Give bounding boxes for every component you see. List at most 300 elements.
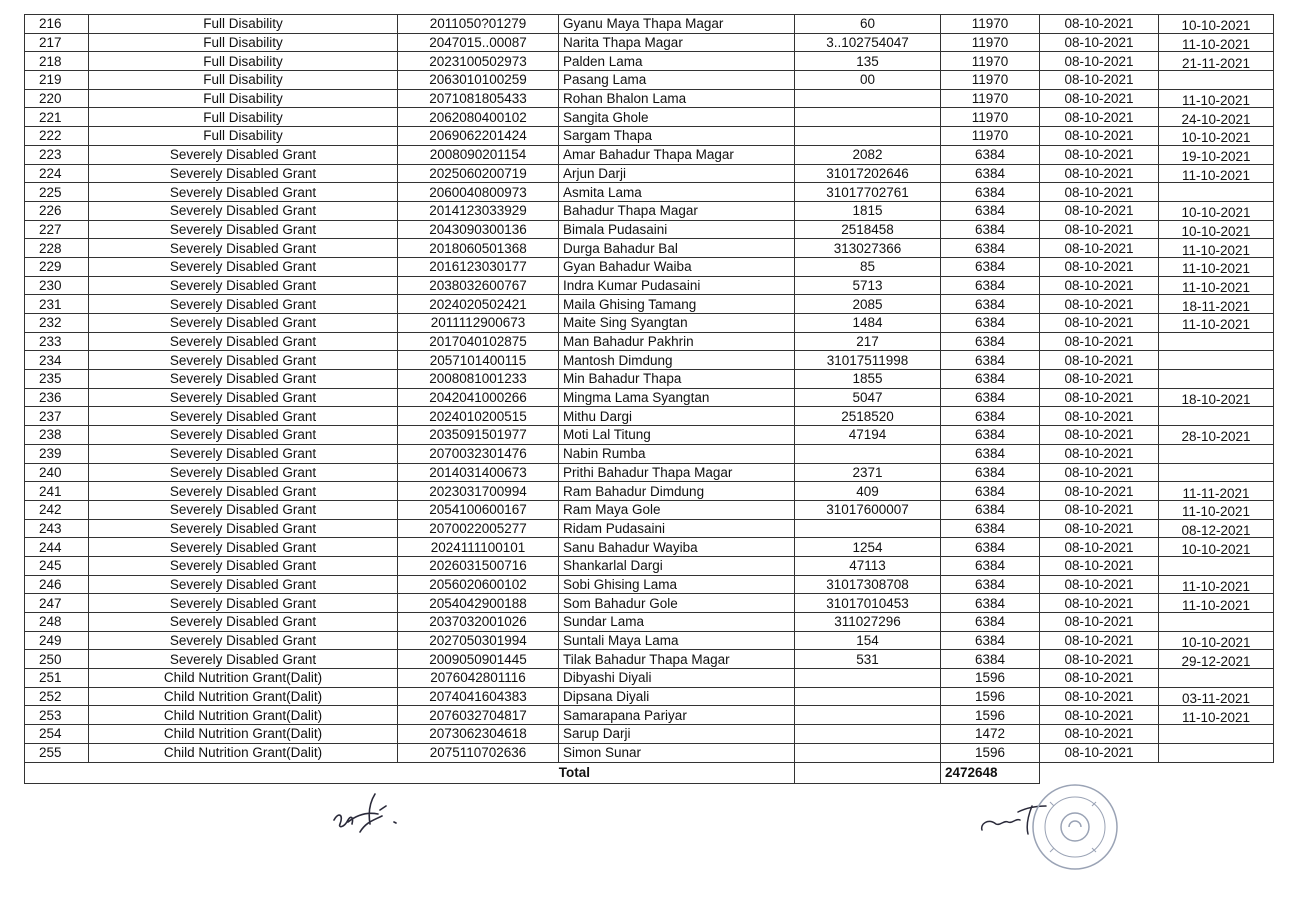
serial-number-cell: 225 <box>25 183 89 202</box>
beneficiary-id-cell: 2062080400102 <box>398 108 559 127</box>
issue-date-cell: 08-10-2021 <box>1040 650 1159 669</box>
amount-cell: 6384 <box>941 500 1040 519</box>
serial-number-cell: 243 <box>25 519 89 538</box>
program-cell: Severely Disabled Grant <box>89 295 398 314</box>
table-row <box>25 669 1274 688</box>
serial-number-cell: 236 <box>25 388 89 407</box>
table-row <box>25 52 1274 71</box>
table-row <box>25 370 1274 389</box>
beneficiary-id-cell: 2008090201154 <box>398 145 559 164</box>
table-row <box>25 725 1274 744</box>
table-row <box>25 276 1274 295</box>
program-cell: Severely Disabled Grant <box>89 351 398 370</box>
program-cell: Severely Disabled Grant <box>89 594 398 613</box>
table-row <box>25 650 1274 669</box>
issue-date-cell: 08-10-2021 <box>1040 108 1159 127</box>
amount-cell: 6384 <box>941 407 1040 426</box>
table-row <box>25 201 1274 220</box>
issue-date-cell: 08-10-2021 <box>1040 52 1159 71</box>
paid-date-text: 11-10-2021 <box>1181 279 1251 295</box>
table-row <box>25 631 1274 650</box>
beneficiary-name-cell: Sangita Ghole <box>559 108 795 127</box>
amount-cell: 6384 <box>941 183 1040 202</box>
amount-cell: 11970 <box>941 89 1040 108</box>
program-cell: Full Disability <box>89 71 398 90</box>
paid-date-cell <box>1159 295 1274 314</box>
table-row <box>25 556 1274 575</box>
program-cell: Severely Disabled Grant <box>89 519 398 538</box>
disbursement-ledger <box>24 14 1266 784</box>
paid-date-cell <box>1159 706 1274 725</box>
beneficiary-id-cell: 2073062304618 <box>398 725 559 744</box>
table-row <box>25 594 1274 613</box>
beneficiary-id-cell: 2026031500716 <box>398 556 559 575</box>
account-number-cell: 217 <box>795 332 941 351</box>
account-number-cell: 311027296 <box>795 613 941 632</box>
beneficiary-name-cell: Sundar Lama <box>559 613 795 632</box>
account-number-cell: 135 <box>795 52 941 71</box>
account-number-cell <box>795 669 941 688</box>
table-row <box>25 519 1274 538</box>
issue-date-cell: 08-10-2021 <box>1040 556 1159 575</box>
table-row <box>25 108 1274 127</box>
amount-cell: 6384 <box>941 351 1040 370</box>
amount-cell: 6384 <box>941 538 1040 557</box>
paid-date-text: 11-10-2021 <box>1181 242 1251 258</box>
beneficiary-id-cell: 2076042801116 <box>398 669 559 688</box>
table-row <box>25 613 1274 632</box>
serial-number-cell: 220 <box>25 89 89 108</box>
paid-date-cell <box>1159 687 1274 706</box>
paid-date-cell <box>1159 220 1274 239</box>
paid-date-cell <box>1159 239 1274 258</box>
beneficiary-id-cell: 2060040800973 <box>398 183 559 202</box>
beneficiary-id-cell: 2054100600167 <box>398 500 559 519</box>
issue-date-cell: 08-10-2021 <box>1040 164 1159 183</box>
issue-date-cell: 08-10-2021 <box>1040 257 1159 276</box>
account-number-cell: 154 <box>795 631 941 650</box>
beneficiary-name-cell: Pasang Lama <box>559 71 795 90</box>
serial-number-cell: 255 <box>25 743 89 762</box>
account-number-cell: 2518520 <box>795 407 941 426</box>
account-number-cell: 31017600007 <box>795 500 941 519</box>
amount-cell: 6384 <box>941 426 1040 445</box>
beneficiary-id-cell: 2037032001026 <box>398 613 559 632</box>
paid-date-cell <box>1159 33 1274 52</box>
beneficiary-name-cell: Nabin Rumba <box>559 444 795 463</box>
serial-number-cell: 223 <box>25 145 89 164</box>
program-cell: Severely Disabled Grant <box>89 463 398 482</box>
table-row <box>25 463 1274 482</box>
amount-cell: 6384 <box>941 631 1040 650</box>
issue-date-cell: 08-10-2021 <box>1040 89 1159 108</box>
paid-date-text: 11-10-2021 <box>1181 578 1251 594</box>
total-spacer <box>795 762 941 783</box>
amount-cell: 11970 <box>941 52 1040 71</box>
paid-date-cell <box>1159 108 1274 127</box>
amount-cell: 6384 <box>941 650 1040 669</box>
amount-cell: 6384 <box>941 575 1040 594</box>
beneficiary-id-cell: 2008081001233 <box>398 370 559 389</box>
serial-number-cell: 217 <box>25 33 89 52</box>
beneficiary-name-cell: Ram Maya Gole <box>559 500 795 519</box>
table-row <box>25 71 1274 90</box>
program-cell: Full Disability <box>89 52 398 71</box>
issue-date-cell: 08-10-2021 <box>1040 613 1159 632</box>
paid-date-cell <box>1159 407 1274 426</box>
paid-date-cell <box>1159 631 1274 650</box>
serial-number-cell: 252 <box>25 687 89 706</box>
table-row <box>25 426 1274 445</box>
program-cell: Severely Disabled Grant <box>89 201 398 220</box>
program-cell: Full Disability <box>89 15 398 34</box>
beneficiary-name-cell: Suntali Maya Lama <box>559 631 795 650</box>
account-number-cell: 1254 <box>795 538 941 557</box>
paid-date-cell <box>1159 519 1274 538</box>
account-number-cell: 31017511998 <box>795 351 941 370</box>
amount-cell: 11970 <box>941 15 1040 34</box>
beneficiary-name-cell: Sobi Ghising Lama <box>559 575 795 594</box>
amount-cell: 6384 <box>941 463 1040 482</box>
table-row <box>25 220 1274 239</box>
amount-cell: 11970 <box>941 108 1040 127</box>
amount-cell: 6384 <box>941 201 1040 220</box>
issue-date-cell: 08-10-2021 <box>1040 444 1159 463</box>
program-cell: Severely Disabled Grant <box>89 613 398 632</box>
amount-cell: 1596 <box>941 669 1040 688</box>
account-number-cell <box>795 108 941 127</box>
program-cell: Severely Disabled Grant <box>89 239 398 258</box>
beneficiary-id-cell: 2018060501368 <box>398 239 559 258</box>
beneficiary-id-cell: 2014031400673 <box>398 463 559 482</box>
serial-number-cell: 247 <box>25 594 89 613</box>
issue-date-cell: 08-10-2021 <box>1040 239 1159 258</box>
beneficiary-id-cell: 2023031700994 <box>398 482 559 501</box>
paid-date-cell <box>1159 145 1274 164</box>
account-number-cell <box>795 519 941 538</box>
paid-date-cell <box>1159 370 1274 389</box>
serial-number-cell: 232 <box>25 314 89 333</box>
account-number-cell: 31017702761 <box>795 183 941 202</box>
serial-number-cell: 235 <box>25 370 89 389</box>
issue-date-cell: 08-10-2021 <box>1040 631 1159 650</box>
program-cell: Severely Disabled Grant <box>89 145 398 164</box>
beneficiary-id-cell: 2047015..00087 <box>398 33 559 52</box>
beneficiary-name-cell: Rohan Bhalon Lama <box>559 89 795 108</box>
account-number-cell: 31017308708 <box>795 575 941 594</box>
amount-cell: 6384 <box>941 239 1040 258</box>
paid-date-text: 11-10-2021 <box>1181 317 1251 333</box>
paid-date-cell <box>1159 52 1274 71</box>
paid-date-cell <box>1159 556 1274 575</box>
beneficiary-name-cell: Shankarlal Dargi <box>559 556 795 575</box>
beneficiary-name-cell: Palden Lama <box>559 52 795 71</box>
beneficiary-id-cell: 2035091501977 <box>398 426 559 445</box>
amount-cell: 6384 <box>941 556 1040 575</box>
issue-date-cell: 08-10-2021 <box>1040 201 1159 220</box>
issue-date-cell: 08-10-2021 <box>1040 482 1159 501</box>
beneficiary-id-cell: 2016123030177 <box>398 257 559 276</box>
program-cell: Severely Disabled Grant <box>89 276 398 295</box>
table-row <box>25 257 1274 276</box>
beneficiary-name-cell: Ridam Pudasaini <box>559 519 795 538</box>
program-cell: Severely Disabled Grant <box>89 631 398 650</box>
beneficiary-name-cell: Bahadur Thapa Magar <box>559 201 795 220</box>
total-row <box>25 762 1274 783</box>
amount-cell: 6384 <box>941 594 1040 613</box>
table-row <box>25 239 1274 258</box>
paid-date-cell <box>1159 444 1274 463</box>
account-number-cell: 1815 <box>795 201 941 220</box>
program-cell: Severely Disabled Grant <box>89 650 398 669</box>
amount-cell: 6384 <box>941 276 1040 295</box>
beneficiary-name-cell: Durga Bahadur Bal <box>559 239 795 258</box>
bank-stamp-seal <box>1030 782 1120 872</box>
serial-number-cell: 248 <box>25 613 89 632</box>
paid-date-cell <box>1159 482 1274 501</box>
amount-cell: 11970 <box>941 33 1040 52</box>
beneficiary-id-cell: 2023100502973 <box>398 52 559 71</box>
program-cell: Child Nutrition Grant(Dalit) <box>89 669 398 688</box>
serial-number-cell: 226 <box>25 201 89 220</box>
beneficiary-id-cell: 2017040102875 <box>398 332 559 351</box>
beneficiary-name-cell: Sargam Thapa <box>559 127 795 146</box>
account-number-cell: 3..102754047 <box>795 33 941 52</box>
serial-number-cell: 242 <box>25 500 89 519</box>
account-number-cell <box>795 127 941 146</box>
beneficiary-name-cell: Amar Bahadur Thapa Magar <box>559 145 795 164</box>
paid-date-cell <box>1159 725 1274 744</box>
amount-cell: 11970 <box>941 71 1040 90</box>
beneficiary-id-cell: 2076032704817 <box>398 706 559 725</box>
beneficiary-id-cell: 2074041604383 <box>398 687 559 706</box>
program-cell: Severely Disabled Grant <box>89 407 398 426</box>
issue-date-cell: 08-10-2021 <box>1040 370 1159 389</box>
beneficiary-name-cell: Gyanu Maya Thapa Magar <box>559 15 795 34</box>
beneficiary-table-body <box>25 15 1274 763</box>
program-cell: Severely Disabled Grant <box>89 426 398 445</box>
beneficiary-name-cell: Tilak Bahadur Thapa Magar <box>559 650 795 669</box>
beneficiary-name-cell: Moti Lal Titung <box>559 426 795 445</box>
table-row <box>25 15 1274 34</box>
amount-cell: 6384 <box>941 370 1040 389</box>
table-row <box>25 575 1274 594</box>
paid-date-text: 10-10-2021 <box>1181 130 1251 146</box>
beneficiary-id-cell: 2069062201424 <box>398 127 559 146</box>
serial-number-cell: 216 <box>25 15 89 34</box>
issue-date-cell: 08-10-2021 <box>1040 575 1159 594</box>
beneficiary-id-cell: 2038032600767 <box>398 276 559 295</box>
table-row <box>25 332 1274 351</box>
account-number-cell: 5713 <box>795 276 941 295</box>
beneficiary-id-cell: 2063010100259 <box>398 71 559 90</box>
beneficiary-name-cell: Samarapana Pariyar <box>559 706 795 725</box>
account-number-cell <box>795 687 941 706</box>
total-amount: 2472648 <box>941 762 1040 783</box>
beneficiary-name-cell: Narita Thapa Magar <box>559 33 795 52</box>
amount-cell: 6384 <box>941 519 1040 538</box>
account-number-cell: 47194 <box>795 426 941 445</box>
program-cell: Severely Disabled Grant <box>89 314 398 333</box>
issue-date-cell: 08-10-2021 <box>1040 407 1159 426</box>
beneficiary-name-cell: Mithu Dargi <box>559 407 795 426</box>
beneficiary-name-cell: Maila Ghising Tamang <box>559 295 795 314</box>
paid-date-cell <box>1159 500 1274 519</box>
amount-cell: 1596 <box>941 687 1040 706</box>
program-cell: Full Disability <box>89 108 398 127</box>
issue-date-cell: 08-10-2021 <box>1040 145 1159 164</box>
account-number-cell: 47113 <box>795 556 941 575</box>
program-cell: Severely Disabled Grant <box>89 500 398 519</box>
issue-date-cell: 08-10-2021 <box>1040 743 1159 762</box>
program-cell: Severely Disabled Grant <box>89 220 398 239</box>
beneficiary-id-cell: 2027050301994 <box>398 631 559 650</box>
issue-date-cell: 08-10-2021 <box>1040 725 1159 744</box>
table-row <box>25 145 1274 164</box>
paid-date-text: 11-10-2021 <box>1181 93 1251 108</box>
issue-date-cell: 08-10-2021 <box>1040 500 1159 519</box>
account-number-cell: 85 <box>795 257 941 276</box>
account-number-cell: 2082 <box>795 145 941 164</box>
account-number-cell: 5047 <box>795 388 941 407</box>
table-row <box>25 687 1274 706</box>
paid-date-cell <box>1159 71 1274 90</box>
issue-date-cell: 08-10-2021 <box>1040 314 1159 333</box>
table-row <box>25 538 1274 557</box>
account-number-cell <box>795 725 941 744</box>
paid-date-text: 11-10-2021 <box>1181 504 1251 520</box>
paid-date-cell <box>1159 127 1274 146</box>
serial-number-cell: 249 <box>25 631 89 650</box>
amount-cell: 6384 <box>941 164 1040 183</box>
program-cell: Severely Disabled Grant <box>89 556 398 575</box>
beneficiary-id-cell: 2043090300136 <box>398 220 559 239</box>
beneficiary-id-cell: 2009050901445 <box>398 650 559 669</box>
paid-date-cell <box>1159 538 1274 557</box>
program-cell: Full Disability <box>89 127 398 146</box>
paid-date-cell <box>1159 183 1274 202</box>
issue-date-cell: 08-10-2021 <box>1040 351 1159 370</box>
program-cell: Severely Disabled Grant <box>89 444 398 463</box>
account-number-cell <box>795 444 941 463</box>
signature-left <box>330 792 410 842</box>
issue-date-cell: 08-10-2021 <box>1040 538 1159 557</box>
beneficiary-id-cell: 2054042900188 <box>398 594 559 613</box>
account-number-cell: 531 <box>795 650 941 669</box>
paid-date-text: 11-10-2021 <box>1181 597 1251 613</box>
issue-date-cell: 08-10-2021 <box>1040 295 1159 314</box>
account-number-cell: 2085 <box>795 295 941 314</box>
table-row <box>25 482 1274 501</box>
paid-date-text: 11-10-2021 <box>1181 37 1251 52</box>
serial-number-cell: 254 <box>25 725 89 744</box>
table-row <box>25 444 1274 463</box>
amount-cell: 6384 <box>941 482 1040 501</box>
beneficiary-name-cell: Prithi Bahadur Thapa Magar <box>559 463 795 482</box>
paid-date-text: 11-11-2021 <box>1182 485 1250 501</box>
issue-date-cell: 08-10-2021 <box>1040 669 1159 688</box>
paid-date-cell <box>1159 650 1274 669</box>
serial-number-cell: 240 <box>25 463 89 482</box>
issue-date-cell: 08-10-2021 <box>1040 706 1159 725</box>
paid-date-cell <box>1159 257 1274 276</box>
beneficiary-name-cell: Indra Kumar Pudasaini <box>559 276 795 295</box>
program-cell: Full Disability <box>89 89 398 108</box>
beneficiary-name-cell: Min Bahadur Thapa <box>559 370 795 389</box>
beneficiary-id-cell: 2057101400115 <box>398 351 559 370</box>
total-label: Total <box>25 762 795 783</box>
beneficiary-name-cell: Simon Sunar <box>559 743 795 762</box>
account-number-cell <box>795 89 941 108</box>
beneficiary-id-cell: 2024010200515 <box>398 407 559 426</box>
beneficiary-id-cell: 2075110702636 <box>398 743 559 762</box>
paid-date-text: 11-10-2021 <box>1181 167 1251 183</box>
paid-date-cell <box>1159 314 1274 333</box>
paid-date-cell <box>1159 594 1274 613</box>
program-cell: Severely Disabled Grant <box>89 388 398 407</box>
paid-date-text: 10-10-2021 <box>1181 635 1251 650</box>
beneficiary-id-cell: 2071081805433 <box>398 89 559 108</box>
serial-number-cell: 218 <box>25 52 89 71</box>
beneficiary-id-cell: 2070032301476 <box>398 444 559 463</box>
beneficiary-id-cell: 2011050?01279 <box>398 15 559 34</box>
serial-number-cell: 230 <box>25 276 89 295</box>
table-row <box>25 407 1274 426</box>
beneficiary-name-cell: Gyan Bahadur Waiba <box>559 257 795 276</box>
beneficiary-name-cell: Bimala Pudasaini <box>559 220 795 239</box>
serial-number-cell: 228 <box>25 239 89 258</box>
account-number-cell <box>795 706 941 725</box>
serial-number-cell: 233 <box>25 332 89 351</box>
account-number-cell: 1484 <box>795 314 941 333</box>
serial-number-cell: 229 <box>25 257 89 276</box>
beneficiary-name-cell: Som Bahadur Gole <box>559 594 795 613</box>
serial-number-cell: 231 <box>25 295 89 314</box>
serial-number-cell: 245 <box>25 556 89 575</box>
beneficiary-name-cell: Arjun Darji <box>559 164 795 183</box>
paid-date-text: 19-10-2021 <box>1181 149 1251 164</box>
serial-number-cell: 250 <box>25 650 89 669</box>
amount-cell: 1596 <box>941 706 1040 725</box>
program-cell: Severely Disabled Grant <box>89 257 398 276</box>
paid-date-cell <box>1159 164 1274 183</box>
paid-date-cell <box>1159 332 1274 351</box>
paid-date-cell <box>1159 743 1274 762</box>
paid-date-text: 18-10-2021 <box>1181 392 1251 407</box>
beneficiary-name-cell: Dipsana Diyali <box>559 687 795 706</box>
serial-number-cell: 221 <box>25 108 89 127</box>
paid-date-cell <box>1159 669 1274 688</box>
paid-date-cell <box>1159 463 1274 482</box>
amount-cell: 6384 <box>941 145 1040 164</box>
program-cell: Full Disability <box>89 33 398 52</box>
program-cell: Severely Disabled Grant <box>89 538 398 557</box>
paid-date-text: 10-10-2021 <box>1181 205 1251 221</box>
account-number-cell: 1855 <box>795 370 941 389</box>
paid-date-text: 10-10-2021 <box>1181 18 1251 34</box>
account-number-cell: 2371 <box>795 463 941 482</box>
table-row <box>25 351 1274 370</box>
paid-date-text: 03-11-2021 <box>1181 691 1251 706</box>
table-row <box>25 500 1274 519</box>
program-cell: Severely Disabled Grant <box>89 482 398 501</box>
beneficiary-name-cell: Sarup Darji <box>559 725 795 744</box>
issue-date-cell: 08-10-2021 <box>1040 71 1159 90</box>
paid-date-cell <box>1159 575 1274 594</box>
serial-number-cell: 239 <box>25 444 89 463</box>
paid-date-text: 24-10-2021 <box>1181 111 1251 127</box>
table-row <box>25 743 1274 762</box>
